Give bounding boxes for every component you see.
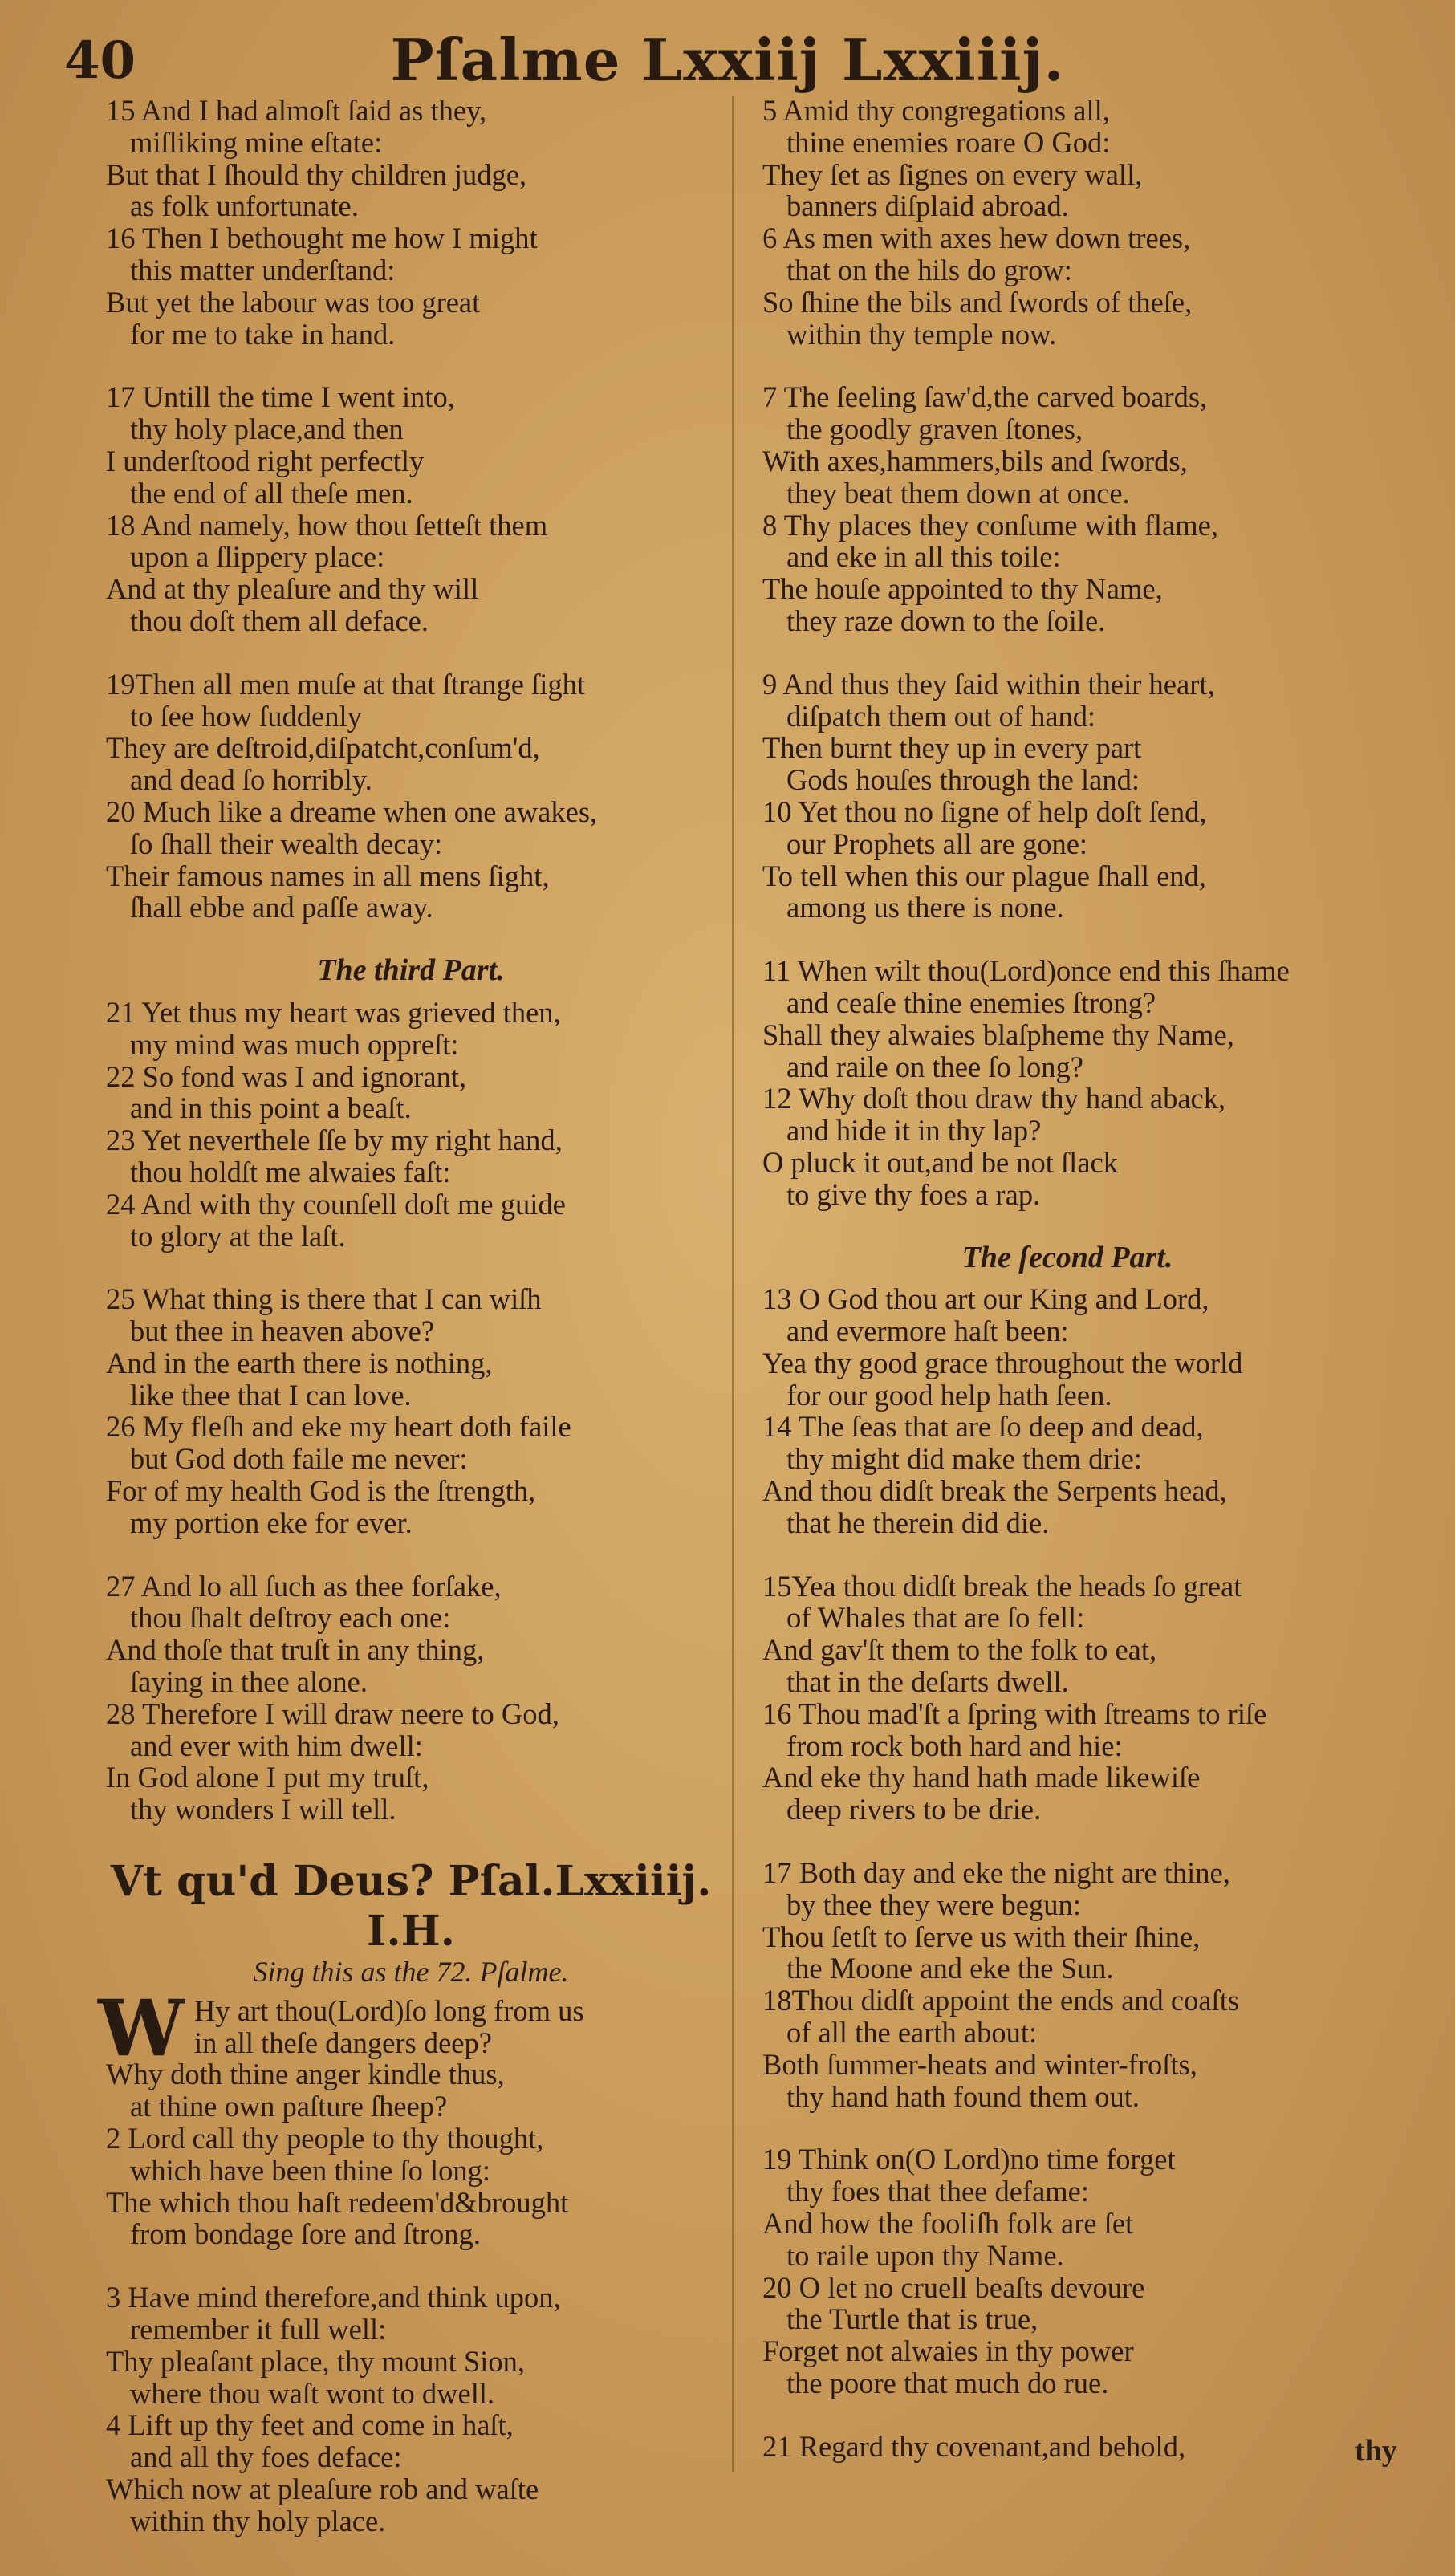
verse-line: 16 Thou mad'ſt a ſpring with ſtreams to riſe	[762, 1696, 1267, 1730]
verse-line: my mind was much oppreſt:	[130, 1027, 459, 1061]
verse-line: 18 And namely, how thou ſetteſt them	[106, 508, 548, 542]
verse-line: 20 Much like a dreame when one awakes,	[106, 794, 598, 828]
verse-line: To tell when this our plague ſhall end,	[762, 859, 1206, 892]
verse-line: which have been thine ſo long:	[130, 2153, 491, 2187]
verse-stanza	[762, 381, 1372, 636]
verse-line: the Turtle that is true,	[786, 2302, 1038, 2336]
verse-line: 13 O God thou art our King and Lord,	[762, 1282, 1209, 1316]
verse-line: thy holy place,and then	[130, 412, 404, 446]
verse-line: thy foes that thee defame:	[786, 2175, 1090, 2208]
verse-line: 14 The ſeas that are ſo deep and dead,	[762, 1410, 1204, 1444]
verse-line: from rock both hard and hie:	[786, 1729, 1123, 1762]
verse-line: They are deſtroid,diſpatcht,conſum'd,	[106, 731, 540, 765]
tune-direction: Sing this as the 72. Pſalme.	[253, 1956, 569, 1989]
drop-capital: W	[98, 1982, 185, 2074]
page-header	[0, 16, 1455, 96]
verse-line: thou holdſt me alwaies faſt:	[130, 1155, 451, 1188]
verse-line: to ſee how ſuddenly	[130, 699, 362, 733]
verse-line: and ever with him dwell:	[130, 1729, 423, 1762]
left-column	[98, 94, 716, 2569]
verse-stanza	[106, 1570, 716, 1826]
verse-line: 5 Amid thy congregations all,	[762, 94, 1110, 127]
verse-line: the poore that much do rue.	[786, 2367, 1109, 2399]
verse-line: ſaying in thee alone.	[130, 1665, 368, 1699]
verse-line: 6 As men with axes hew down trees,	[762, 221, 1191, 255]
verse-line: remember it full well:	[130, 2313, 387, 2346]
verse-line: The houſe appointed to thy Name,	[762, 572, 1163, 606]
verse-line: Both ſummer-heats and winter-froſts,	[762, 2047, 1197, 2081]
verse-line: thou doſt them all deface.	[130, 603, 429, 637]
verse-line: Their famous names in all mens ſight,	[106, 859, 550, 892]
verse-line: thy wonders I will tell.	[130, 1793, 396, 1826]
verse-line: 12 Why doſt thou draw thy hand aback,	[762, 1082, 1226, 1115]
verse-stanza	[106, 997, 716, 1252]
verse-line: And gav'ſt them to the folk to eat,	[762, 1633, 1157, 1667]
verse-line: the goodly graven ſtones,	[786, 412, 1083, 446]
verse-line: 25 What thing is there that I can wiſh	[106, 1282, 542, 1316]
verse-line: that in the deſarts dwell.	[786, 1665, 1069, 1699]
verse-line: 17 Both day and eke the night are thine,	[762, 1856, 1230, 1890]
verse-stanza	[106, 668, 716, 924]
verse-line: 11 When wilt thou(Lord)once end this ſhame	[762, 954, 1290, 988]
verse-line: and all thy foes deface:	[130, 2440, 402, 2474]
psalm-title: Vt qu'd Deus? Pſal.Lxxiiij. I.H.	[110, 1857, 712, 1956]
verse-line: Why doth thine anger kindle thus,	[106, 2058, 505, 2091]
verse-stanza	[106, 381, 716, 636]
verse-line: And how the fooliſh folk are ſet	[762, 2207, 1134, 2241]
verse-line: 21 Regard thy covenant,and behold,	[762, 2429, 1186, 2463]
verse-line: Thy pleaſant place, thy mount Sion,	[106, 2344, 526, 2378]
verse-line: Hy art thou(Lord)ſo long from us	[194, 1993, 584, 2027]
verse-line: and raile on thee ſo long?	[786, 1050, 1083, 1083]
verse-line: to raile upon thy Name.	[786, 2238, 1064, 2272]
verse-line: And thou didſt break the Serpents head,	[762, 1474, 1227, 1508]
verse-line: And eke thy hand hath made likewiſe	[762, 1761, 1201, 1794]
verse-line: to give thy foes a rap.	[786, 1177, 1041, 1211]
verse-line: And in the earth there is nothing,	[106, 1346, 493, 1379]
catchword: thy	[1355, 2434, 1397, 2468]
verse-line: And at thy pleaſure and thy will	[106, 572, 479, 606]
verse-line: and dead ſo horribly.	[130, 763, 372, 797]
verse-line: 27 And lo all ſuch as thee forſake,	[106, 1569, 502, 1603]
verse-stanza	[762, 1283, 1372, 1538]
verse-line: thou ſhalt deſtroy each one:	[130, 1601, 451, 1635]
verse-line: that he therein did die.	[786, 1505, 1050, 1539]
verse-line: but thee in heaven above?	[130, 1314, 435, 1348]
verse-line: they raze down to the ſoile.	[786, 603, 1106, 637]
verse-line: banners diſplaid abroad.	[786, 189, 1069, 223]
verse-stanza	[106, 95, 716, 350]
verse-line: 3 Have mind therefore,and think upon,	[106, 2281, 561, 2314]
verse-line: to glory at the laſt.	[130, 1219, 346, 1253]
verse-line: ſhall ebbe and paſſe away.	[130, 891, 433, 924]
verse-line: So ſhine the bils and ſwords of theſe,	[762, 285, 1193, 319]
verse-stanza	[762, 955, 1372, 1210]
verse-stanza	[762, 2143, 1372, 2399]
verse-line: 9 And thus they ſaid within their heart,	[762, 667, 1215, 701]
verse-line: 2 Lord call thy people to thy thought,	[106, 2122, 544, 2155]
verse-line: for me to take in hand.	[130, 317, 396, 351]
verse-line: for our good help hath ſeen.	[786, 1378, 1112, 1412]
verse-line: 18Thou didſt appoint the ends and coaſts	[762, 1984, 1240, 2017]
verse-line: from bondage ſore and ſtrong.	[130, 2217, 481, 2251]
verse-line: 28 Therefore I will draw neere to God,	[106, 1696, 559, 1730]
verse-line: Yea thy good grace throughout the world	[762, 1346, 1243, 1379]
verse-line: as folk unfortunate.	[130, 189, 359, 223]
verse-stanza	[106, 2281, 716, 2537]
verse-stanza	[762, 668, 1372, 924]
verse-line: Then burnt they up in every part	[762, 731, 1142, 765]
verse-line: in all theſe dangers deep?	[194, 2025, 492, 2059]
verse-line: they beat them down at once.	[786, 476, 1130, 510]
verse-line: The which thou haſt redeem'd&brought	[106, 2185, 569, 2219]
verse-line: 19 Think on(O Lord)no time forget	[762, 2143, 1176, 2176]
verse-line: our Prophets all are gone:	[786, 827, 1088, 860]
verse-line: and in this point a beaſt.	[130, 1091, 412, 1125]
verse-line: but God doth faile me never:	[130, 1442, 468, 1476]
verse-line: by thee they were begun:	[786, 1887, 1081, 1921]
verse-line: of all the earth about:	[786, 2016, 1038, 2050]
section-heading: The third Part.	[317, 953, 505, 988]
verse-line: In God alone I put my truſt,	[106, 1761, 429, 1794]
verse-line: For of my health God is the ſtrength,	[106, 1474, 536, 1508]
verse-line: And thoſe that truſt in any thing,	[106, 1633, 485, 1667]
verse-line: They ſet as ſignes on every wall,	[762, 157, 1143, 191]
verse-line: diſpatch them out of hand:	[786, 699, 1096, 733]
verse-line: 16 Then I bethought me how I might	[106, 221, 538, 255]
verse-line: 19Then all men muſe at that ſtrange ſight	[106, 667, 586, 701]
verse-line: 22 So fond was I and ignorant,	[106, 1059, 467, 1093]
verse-line: Forget not alwaies in thy power	[762, 2334, 1134, 2368]
verse-line: that on the hils do grow:	[786, 253, 1072, 286]
verse-line: the end of all theſe men.	[130, 476, 413, 510]
verse-line: thy might did make them drie:	[786, 1442, 1142, 1476]
verse-line: and evermore haſt been:	[786, 1314, 1069, 1348]
verse-line: Gods houſes through the land:	[786, 763, 1140, 797]
verse-stanza	[98, 1982, 716, 2251]
verse-stanza	[762, 1857, 1372, 2112]
verse-line: But yet the labour was too great	[106, 285, 481, 319]
verse-line: 21 Yet thus my heart was grieved then,	[106, 995, 561, 1029]
verse-line: 26 My fleſh and eke my heart doth faile	[106, 1410, 571, 1444]
verse-line: within thy holy place.	[130, 2504, 386, 2537]
verse-line: of Whales that are ſo fell:	[786, 1601, 1085, 1635]
verse-line: 24 And with thy counſell doſt me guide	[106, 1187, 566, 1221]
running-title: Pſalme Lxxiij Lxxiiij.	[390, 26, 1065, 94]
verse-line: deep rivers to be drie.	[786, 1793, 1042, 1826]
verse-line: upon a ſlippery place:	[130, 540, 385, 574]
verse-line: this matter underſtand:	[130, 253, 396, 286]
verse-line: among us there is none.	[786, 891, 1064, 924]
verse-stanza	[762, 1570, 1372, 1826]
verse-line: With axes,hammers,bils and ſwords,	[762, 444, 1188, 477]
page-number: 40	[64, 30, 136, 91]
verse-stanza	[762, 2431, 1372, 2463]
right-column	[762, 95, 1372, 2494]
verse-line: Which now at pleaſure rob and waſte	[106, 2472, 539, 2505]
verse-line: 7 The ſeeling ſaw'd,the carved boards,	[762, 380, 1208, 414]
verse-stanza	[106, 1283, 716, 1538]
verse-line: 23 Yet neverthele ſſe by my right hand,	[106, 1123, 563, 1157]
verse-line: and eke in all this toile:	[786, 540, 1061, 574]
verse-line: I underſtood right perfectly	[106, 444, 425, 477]
column-divider	[732, 96, 734, 2472]
verse-line: Shall they alwaies blaſpheme thy Name,	[762, 1018, 1234, 1051]
verse-line: and ceaſe thine enemies ſtrong?	[786, 985, 1156, 1019]
verse-line: like thee that I can love.	[130, 1378, 412, 1412]
verse-line: 15Yea thou didſt break the heads ſo great	[762, 1569, 1242, 1603]
verse-line: where thou waſt wont to dwell.	[130, 2376, 495, 2410]
verse-line: thine enemies roare O God:	[786, 125, 1111, 159]
verse-line: within thy temple now.	[786, 317, 1057, 351]
verse-line: 8 Thy places they conſume with flame,	[762, 508, 1218, 542]
verse-line: miſliking mine eſtate:	[130, 125, 383, 159]
verse-line: Thou ſetſt to ſerve us with their ſhine,	[762, 1920, 1201, 1953]
verse-line: my portion eke for ever.	[130, 1505, 413, 1539]
verse-line: 17 Untill the time I went into,	[106, 380, 455, 414]
verse-line: the Moone and eke the Sun.	[786, 1952, 1114, 1985]
verse-line: 20 O let no cruell beaſts devoure	[762, 2270, 1145, 2304]
verse-stanza	[762, 95, 1372, 350]
verse-line: But that I ſhould thy children judge,	[106, 157, 527, 191]
section-heading: The ſecond Part.	[961, 1240, 1173, 1274]
verse-line: at thine own paſture ſheep?	[130, 2090, 448, 2123]
verse-line: O pluck it out,and be not ſlack	[762, 1145, 1118, 1179]
verse-line: 4 Lift up thy feet and come in haſt,	[106, 2408, 514, 2442]
verse-line: and hide it in thy lap?	[786, 1114, 1042, 1148]
verse-line: thy hand hath found them out.	[786, 2079, 1140, 2113]
verse-line: ſo ſhall their wealth decay:	[130, 827, 443, 860]
verse-line: 10 Yet thou no ſigne of help doſt ſend,	[762, 794, 1207, 828]
verse-line: 15 And I had almoſt ſaid as they,	[106, 94, 487, 127]
